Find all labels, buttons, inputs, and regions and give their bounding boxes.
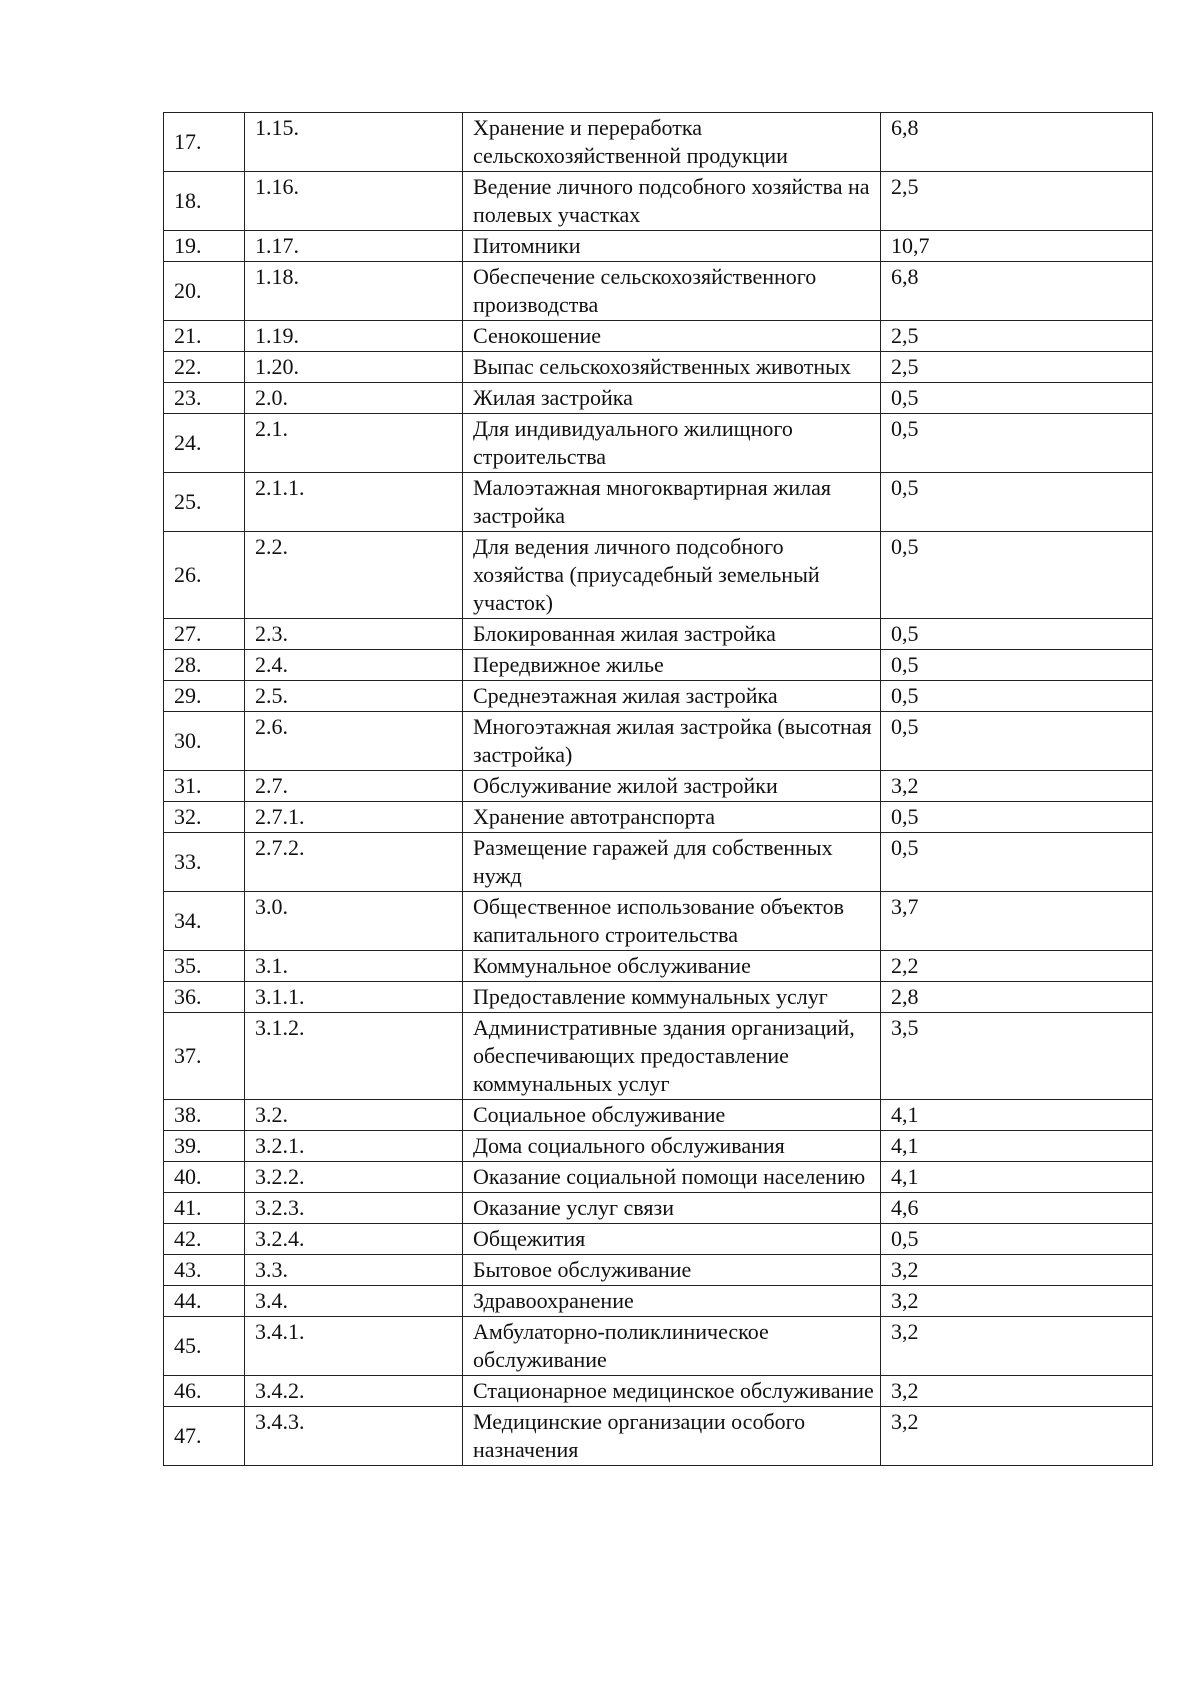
code-cell: 1.20. bbox=[245, 352, 463, 383]
code-cell: 2.1.1. bbox=[245, 473, 463, 532]
coefficient-cell: 2,2 bbox=[881, 951, 1153, 982]
coefficient-cell: 0,5 bbox=[881, 712, 1153, 771]
row-number-cell: 41. bbox=[164, 1193, 245, 1224]
row-number-cell: 36. bbox=[164, 982, 245, 1013]
coefficient-cell: 2,5 bbox=[881, 321, 1153, 352]
coefficient-cell: 0,5 bbox=[881, 681, 1153, 712]
land-use-name-cell: Питомники bbox=[463, 231, 881, 262]
land-use-name-cell: Дома социального обслуживания bbox=[463, 1131, 881, 1162]
code-cell: 2.5. bbox=[245, 681, 463, 712]
land-use-name-cell: Оказание социальной помощи населению bbox=[463, 1162, 881, 1193]
coefficient-cell: 0,5 bbox=[881, 1224, 1153, 1255]
coefficient-cell: 10,7 bbox=[881, 231, 1153, 262]
row-number-cell: 26. bbox=[164, 532, 245, 619]
code-cell: 3.4.3. bbox=[245, 1407, 463, 1466]
table-row bbox=[164, 802, 1153, 833]
table-row bbox=[164, 352, 1153, 383]
table-row bbox=[164, 1131, 1153, 1162]
code-cell: 3.4.1. bbox=[245, 1317, 463, 1376]
table-row bbox=[164, 1407, 1153, 1466]
row-number-cell: 37. bbox=[164, 1013, 245, 1100]
table-row bbox=[164, 1224, 1153, 1255]
code-cell: 2.7. bbox=[245, 771, 463, 802]
code-cell: 1.15. bbox=[245, 113, 463, 172]
land-use-name-cell: Амбулаторно-поликлиническое обслуживание bbox=[463, 1317, 881, 1376]
code-cell: 3.1.2. bbox=[245, 1013, 463, 1100]
land-use-name-cell: Стационарное медицинское обслуживание bbox=[463, 1376, 881, 1407]
row-number-cell: 33. bbox=[164, 833, 245, 892]
land-use-name-cell: Хранение и переработка сельскохозяйственной продукции bbox=[463, 113, 881, 172]
table-row bbox=[164, 1317, 1153, 1376]
land-use-name-cell: Хранение автотранспорта bbox=[463, 802, 881, 833]
code-cell: 3.1. bbox=[245, 951, 463, 982]
table-row bbox=[164, 231, 1153, 262]
coefficient-cell: 3,2 bbox=[881, 771, 1153, 802]
coefficient-cell: 3,2 bbox=[881, 1407, 1153, 1466]
row-number-cell: 24. bbox=[164, 414, 245, 473]
coefficient-cell: 4,1 bbox=[881, 1162, 1153, 1193]
coefficient-cell: 2,5 bbox=[881, 352, 1153, 383]
row-number-cell: 38. bbox=[164, 1100, 245, 1131]
code-cell: 3.4. bbox=[245, 1286, 463, 1317]
code-cell: 1.18. bbox=[245, 262, 463, 321]
row-number-cell: 32. bbox=[164, 802, 245, 833]
table-row bbox=[164, 1100, 1153, 1131]
table-row bbox=[164, 1255, 1153, 1286]
table-row bbox=[164, 681, 1153, 712]
code-cell: 2.2. bbox=[245, 532, 463, 619]
table-row bbox=[164, 712, 1153, 771]
land-use-name-cell: Выпас сельскохозяйственных животных bbox=[463, 352, 881, 383]
coefficient-cell: 0,5 bbox=[881, 414, 1153, 473]
land-use-name-cell: Жилая застройка bbox=[463, 383, 881, 414]
row-number-cell: 19. bbox=[164, 231, 245, 262]
coefficient-cell: 4,1 bbox=[881, 1131, 1153, 1162]
row-number-cell: 43. bbox=[164, 1255, 245, 1286]
table-row bbox=[164, 383, 1153, 414]
land-use-name-cell: Социальное обслуживание bbox=[463, 1100, 881, 1131]
land-use-name-cell: Сенокошение bbox=[463, 321, 881, 352]
row-number-cell: 39. bbox=[164, 1131, 245, 1162]
row-number-cell: 20. bbox=[164, 262, 245, 321]
row-number-cell: 34. bbox=[164, 892, 245, 951]
coefficient-cell: 0,5 bbox=[881, 532, 1153, 619]
land-use-name-cell: Многоэтажная жилая застройка (высотная застройка) bbox=[463, 712, 881, 771]
coefficient-cell: 3,2 bbox=[881, 1286, 1153, 1317]
row-number-cell: 25. bbox=[164, 473, 245, 532]
row-number-cell: 45. bbox=[164, 1317, 245, 1376]
code-cell: 2.7.1. bbox=[245, 802, 463, 833]
code-cell: 3.4.2. bbox=[245, 1376, 463, 1407]
land-use-name-cell: Обслуживание жилой застройки bbox=[463, 771, 881, 802]
table-row bbox=[164, 1162, 1153, 1193]
code-cell: 2.7.2. bbox=[245, 833, 463, 892]
code-cell: 3.2.3. bbox=[245, 1193, 463, 1224]
code-cell: 2.3. bbox=[245, 619, 463, 650]
coefficient-cell: 3,2 bbox=[881, 1317, 1153, 1376]
code-cell: 2.1. bbox=[245, 414, 463, 473]
table-row bbox=[164, 650, 1153, 681]
land-use-name-cell: Коммунальное обслуживание bbox=[463, 951, 881, 982]
row-number-cell: 27. bbox=[164, 619, 245, 650]
table-row bbox=[164, 1193, 1153, 1224]
table-row bbox=[164, 1286, 1153, 1317]
land-use-name-cell: Медицинские организации особого назначения bbox=[463, 1407, 881, 1466]
code-cell: 3.2.2. bbox=[245, 1162, 463, 1193]
row-number-cell: 40. bbox=[164, 1162, 245, 1193]
coefficient-cell: 0,5 bbox=[881, 802, 1153, 833]
code-cell: 2.4. bbox=[245, 650, 463, 681]
land-use-name-cell: Ведение личного подсобного хозяйства на полевых участках bbox=[463, 172, 881, 231]
coefficient-cell: 2,8 bbox=[881, 982, 1153, 1013]
coefficient-cell: 6,8 bbox=[881, 113, 1153, 172]
code-cell: 2.0. bbox=[245, 383, 463, 414]
table-row bbox=[164, 321, 1153, 352]
land-use-name-cell: Предоставление коммунальных услуг bbox=[463, 982, 881, 1013]
row-number-cell: 29. bbox=[164, 681, 245, 712]
coefficient-cell: 0,5 bbox=[881, 650, 1153, 681]
coefficient-cell: 3,5 bbox=[881, 1013, 1153, 1100]
coefficient-cell: 4,1 bbox=[881, 1100, 1153, 1131]
code-cell: 3.2.4. bbox=[245, 1224, 463, 1255]
row-number-cell: 47. bbox=[164, 1407, 245, 1466]
coefficient-cell: 6,8 bbox=[881, 262, 1153, 321]
land-use-table bbox=[163, 112, 1153, 1466]
row-number-cell: 42. bbox=[164, 1224, 245, 1255]
code-cell: 3.0. bbox=[245, 892, 463, 951]
table-row bbox=[164, 833, 1153, 892]
coefficient-cell: 4,6 bbox=[881, 1193, 1153, 1224]
code-cell: 1.17. bbox=[245, 231, 463, 262]
coefficient-cell: 0,5 bbox=[881, 473, 1153, 532]
land-use-name-cell: Среднеэтажная жилая застройка bbox=[463, 681, 881, 712]
table-body bbox=[164, 113, 1153, 1466]
table-row bbox=[164, 532, 1153, 619]
row-number-cell: 30. bbox=[164, 712, 245, 771]
row-number-cell: 44. bbox=[164, 1286, 245, 1317]
table-row bbox=[164, 473, 1153, 532]
land-use-name-cell: Малоэтажная многоквартирная жилая застройка bbox=[463, 473, 881, 532]
land-use-name-cell: Оказание услуг связи bbox=[463, 1193, 881, 1224]
table-row bbox=[164, 1013, 1153, 1100]
code-cell: 1.19. bbox=[245, 321, 463, 352]
row-number-cell: 22. bbox=[164, 352, 245, 383]
land-use-name-cell: Обеспечение сельскохозяйственного производства bbox=[463, 262, 881, 321]
table-row bbox=[164, 982, 1153, 1013]
coefficient-cell: 3,2 bbox=[881, 1376, 1153, 1407]
table-row bbox=[164, 951, 1153, 982]
coefficient-cell: 2,5 bbox=[881, 172, 1153, 231]
land-use-name-cell: Здравоохранение bbox=[463, 1286, 881, 1317]
row-number-cell: 35. bbox=[164, 951, 245, 982]
code-cell: 2.6. bbox=[245, 712, 463, 771]
row-number-cell: 21. bbox=[164, 321, 245, 352]
land-use-name-cell: Для индивидуального жилищного строительства bbox=[463, 414, 881, 473]
code-cell: 3.2. bbox=[245, 1100, 463, 1131]
code-cell: 1.16. bbox=[245, 172, 463, 231]
table-row bbox=[164, 172, 1153, 231]
coefficient-cell: 3,7 bbox=[881, 892, 1153, 951]
coefficient-cell: 0,5 bbox=[881, 383, 1153, 414]
row-number-cell: 23. bbox=[164, 383, 245, 414]
land-use-name-cell: Размещение гаражей для собственных нужд bbox=[463, 833, 881, 892]
table-row bbox=[164, 262, 1153, 321]
land-use-name-cell: Для ведения личного подсобного хозяйства (приусадебный земельный участок) bbox=[463, 532, 881, 619]
coefficient-cell: 0,5 bbox=[881, 833, 1153, 892]
land-use-name-cell: Общежития bbox=[463, 1224, 881, 1255]
table-row bbox=[164, 771, 1153, 802]
row-number-cell: 17. bbox=[164, 113, 245, 172]
code-cell: 3.1.1. bbox=[245, 982, 463, 1013]
table-row bbox=[164, 113, 1153, 172]
row-number-cell: 31. bbox=[164, 771, 245, 802]
table-row bbox=[164, 892, 1153, 951]
coefficient-cell: 0,5 bbox=[881, 619, 1153, 650]
land-use-name-cell: Общественное использование объектов капитального строительства bbox=[463, 892, 881, 951]
row-number-cell: 28. bbox=[164, 650, 245, 681]
land-use-name-cell: Передвижное жилье bbox=[463, 650, 881, 681]
coefficient-cell: 3,2 bbox=[881, 1255, 1153, 1286]
land-use-name-cell: Административные здания организаций, обеспечивающих предоставление коммунальных услуг bbox=[463, 1013, 881, 1100]
row-number-cell: 18. bbox=[164, 172, 245, 231]
land-use-name-cell: Бытовое обслуживание bbox=[463, 1255, 881, 1286]
row-number-cell: 46. bbox=[164, 1376, 245, 1407]
code-cell: 3.2.1. bbox=[245, 1131, 463, 1162]
table-row bbox=[164, 1376, 1153, 1407]
land-use-name-cell: Блокированная жилая застройка bbox=[463, 619, 881, 650]
table-row bbox=[164, 619, 1153, 650]
table-row bbox=[164, 414, 1153, 473]
code-cell: 3.3. bbox=[245, 1255, 463, 1286]
